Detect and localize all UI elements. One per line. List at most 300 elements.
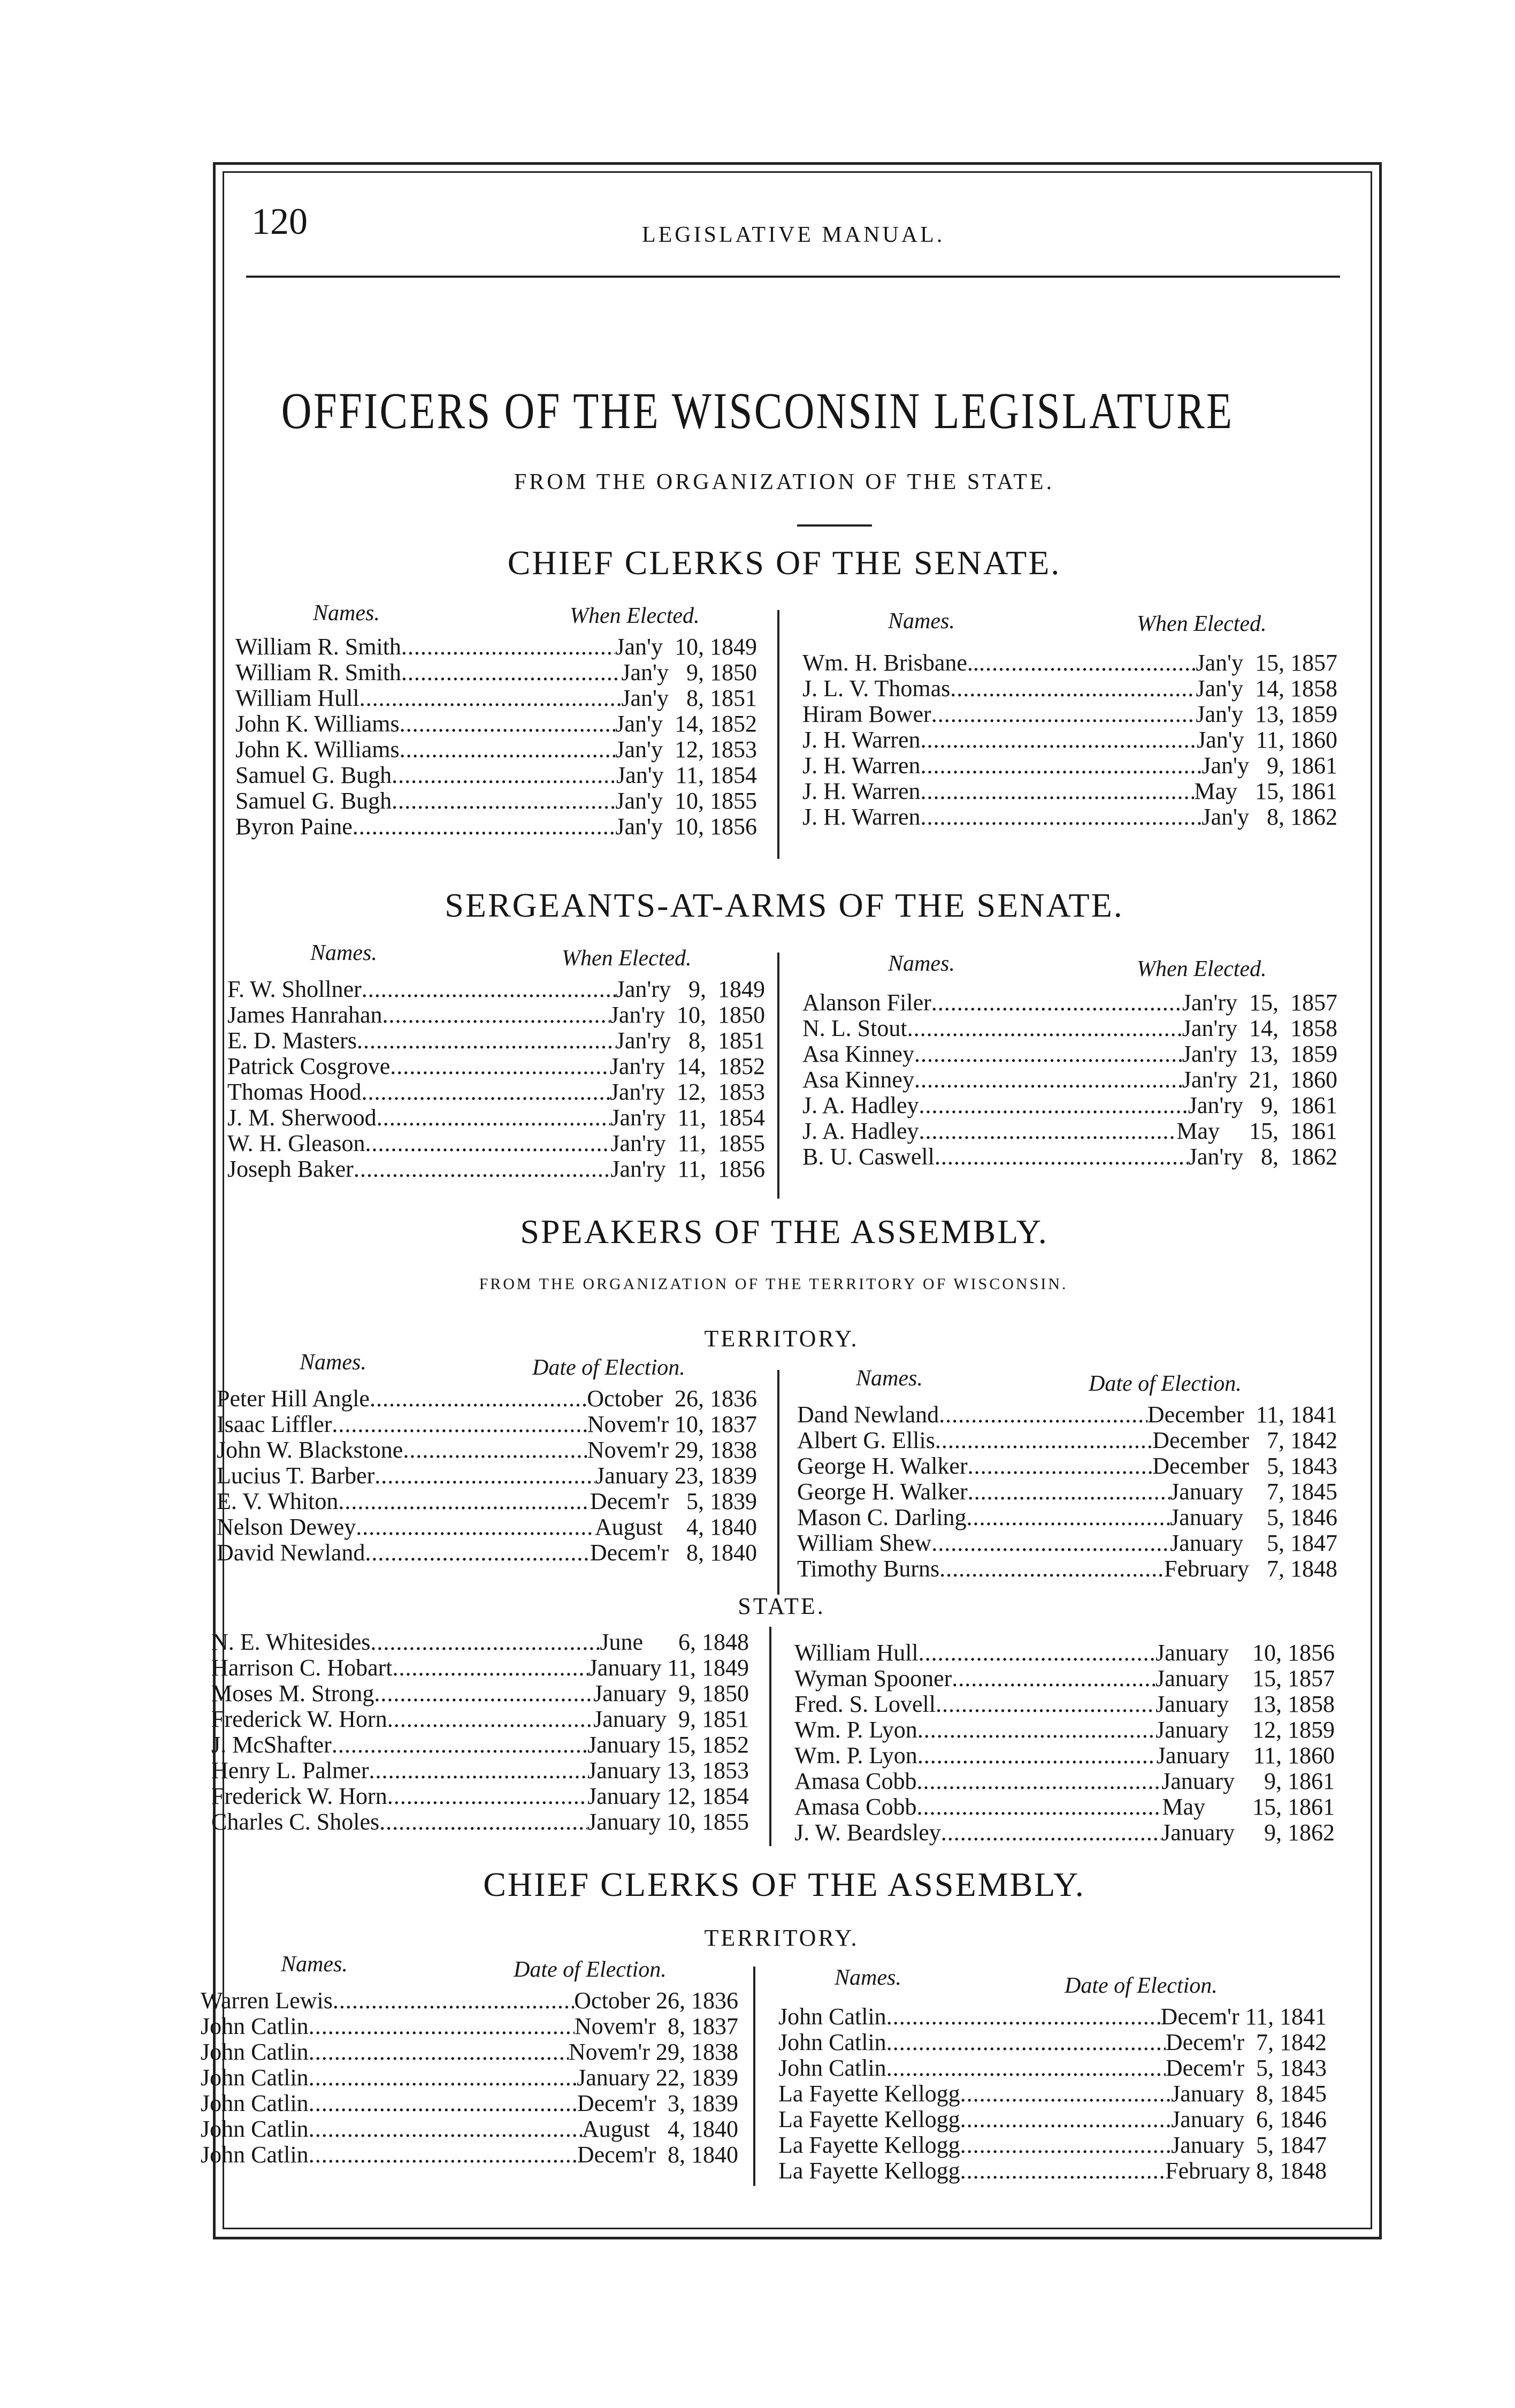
dot-leader [377, 1105, 611, 1131]
election-date: January 15, 1857 [1156, 1665, 1335, 1691]
dot-leader [353, 814, 616, 840]
person-name: Samuel G. Bugh [235, 762, 392, 788]
election-date: Jan'y 14, 1852 [615, 711, 757, 737]
person-name: W. H. Gleason [227, 1130, 365, 1156]
list-row [227, 1079, 765, 1105]
person-name: Alanson Filer [802, 989, 931, 1016]
header-rule [246, 276, 1340, 278]
list-row [794, 1743, 1335, 1769]
dot-leader [967, 1505, 1170, 1530]
election-date: Jan'ry 8, 1862 [1188, 1144, 1337, 1170]
dot-leader [950, 676, 1196, 702]
dot-leader [332, 1732, 587, 1758]
election-date: Jan'ry 14, 1852 [609, 1053, 765, 1079]
list-row [201, 2039, 738, 2065]
list-row [794, 1666, 1335, 1691]
dot-leader [960, 2107, 1171, 2132]
senate-clerks-when-header-left: When Elected. [570, 604, 700, 628]
person-name: J. A. Hadley [802, 1118, 919, 1144]
election-date: Decem'r 8, 1840 [577, 2142, 738, 2168]
person-name: Moses M. Strong [211, 1680, 374, 1706]
list-row [227, 1105, 765, 1131]
election-date: January 6, 1846 [1171, 2106, 1327, 2132]
person-name: John Catlin [778, 2003, 886, 2030]
dot-leader [920, 804, 1202, 830]
election-date: January 5, 1846 [1170, 1504, 1337, 1530]
dot-leader [919, 1093, 1188, 1118]
dot-leader [392, 763, 616, 788]
dot-leader [403, 1437, 587, 1463]
person-name: B. U. Caswell [802, 1144, 935, 1170]
person-name: John K. Williams [235, 711, 400, 737]
person-name: David Newland [217, 1540, 365, 1566]
person-name: Henry L. Palmer [211, 1757, 369, 1784]
election-date: Jan'ry 11, 1855 [610, 1130, 765, 1156]
list-row [802, 727, 1337, 753]
assembly-clerks-territory-label: TERRITORY. [704, 1925, 859, 1951]
speakers-names-header-left: Names. [300, 1350, 366, 1375]
person-name: John Catlin [201, 2090, 309, 2116]
person-name: John Catlin [778, 2029, 886, 2055]
list-row [227, 1156, 765, 1182]
dot-leader [935, 1428, 1152, 1453]
dot-leader [362, 1079, 610, 1105]
list-row [235, 788, 757, 814]
dot-leader [931, 1530, 1170, 1556]
election-date: January 12, 1859 [1156, 1717, 1335, 1743]
dot-leader [354, 1156, 611, 1182]
main-title: OFFICERS OF THE WISCONSIN LEGISLATURE [281, 382, 1234, 439]
election-date: May 15, 1861 [1176, 1118, 1337, 1144]
election-date: May 15, 1861 [1162, 1794, 1335, 1820]
list-row [211, 1706, 749, 1732]
person-name: John Catlin [201, 2064, 309, 2091]
person-name: Asa Kinney [802, 1066, 914, 1093]
list-row [797, 1556, 1337, 1582]
list-row [217, 1514, 757, 1540]
list-row [778, 2158, 1327, 2184]
assembly-clerks-column-rule [753, 1967, 755, 2186]
election-date: January 9, 1861 [1161, 1768, 1335, 1794]
list-row [794, 1794, 1335, 1820]
dot-leader [917, 1769, 1162, 1794]
list-row [797, 1530, 1337, 1556]
dot-leader [393, 1655, 588, 1681]
senate-clerks-names-header-left: Names. [313, 601, 380, 626]
sergeants-list-right [802, 990, 1337, 1170]
list-row [217, 1540, 757, 1566]
election-date: Jan'y 10, 1856 [615, 813, 757, 840]
person-name: La Fayette Kellogg [778, 2081, 960, 2107]
list-row [211, 1732, 749, 1758]
election-date: October 26, 1836 [574, 1987, 738, 2014]
dot-leader [338, 1489, 590, 1514]
dot-leader [960, 2158, 1165, 2184]
list-row [778, 2055, 1327, 2081]
election-date: Jan'y 14, 1858 [1196, 675, 1337, 702]
dot-leader [392, 788, 615, 814]
assembly-clerks-names-header-left: Names. [281, 1952, 348, 1977]
person-name: William R. Smith [235, 634, 401, 660]
person-name: J. McShafter [211, 1732, 332, 1758]
list-row [794, 1691, 1335, 1717]
person-name: Warren Lewis [201, 1987, 333, 2014]
election-date: August 4, 1840 [581, 2116, 738, 2142]
list-row [235, 814, 757, 840]
list-row [201, 2142, 738, 2168]
person-name: Byron Paine [235, 813, 353, 840]
dot-leader [907, 1016, 1182, 1041]
dot-leader [936, 1691, 1156, 1717]
person-name: John W. Blackstone [217, 1437, 403, 1463]
person-name: Nelson Dewey [217, 1514, 356, 1540]
senate-clerks-when-header-right: When Elected. [1137, 612, 1267, 636]
list-row [201, 2065, 738, 2091]
person-name: John Catlin [201, 2116, 309, 2142]
senate-clerks-title: CHIEF CLERKS OF THE SENATE. [507, 544, 1061, 582]
list-row [778, 2081, 1327, 2107]
dot-leader [369, 1758, 587, 1784]
person-name: J. H. Warren [802, 804, 921, 830]
list-row [802, 753, 1337, 779]
list-row [201, 2116, 738, 2142]
person-name: Albert G. Ellis [797, 1427, 935, 1453]
list-row [802, 1093, 1337, 1118]
assembly-clerks-names-header-right: Names. [835, 1965, 901, 1990]
list-row [227, 1002, 765, 1028]
election-date: January 5, 1847 [1170, 1530, 1337, 1556]
sergeants-names-header-right: Names. [888, 951, 955, 976]
dot-leader [359, 685, 622, 711]
election-date: Jan'y 11, 1860 [1197, 727, 1337, 753]
dot-leader [968, 1453, 1153, 1479]
dot-leader [309, 2091, 577, 2116]
list-row [802, 779, 1337, 804]
election-date: December 5, 1843 [1152, 1453, 1337, 1479]
list-row [217, 1386, 757, 1412]
person-name: F. W. Shollner [227, 976, 362, 1002]
person-name: Wm. H. Brisbane.. [802, 650, 979, 676]
election-date: February 8, 1848 [1165, 2158, 1327, 2184]
dot-leader [387, 1784, 587, 1809]
election-date: Novem'r 29, 1838 [587, 1437, 757, 1463]
sergeants-names-header-left: Names. [310, 941, 377, 965]
election-date: Jan'y 8, 1862 [1202, 804, 1337, 830]
election-date: January 9, 1850 [593, 1680, 749, 1706]
list-row [794, 1820, 1335, 1846]
election-date: Jan'y 12, 1853 [615, 736, 757, 763]
person-name: E. V. Whiton [217, 1488, 339, 1514]
assembly-clerks-date-header-left: Date of Election. [514, 1957, 667, 1982]
election-date: October 26, 1836 [587, 1385, 757, 1412]
dot-leader [362, 977, 616, 1002]
dot-leader [939, 1402, 1147, 1428]
list-row [211, 1655, 749, 1681]
list-row [211, 1809, 749, 1835]
election-date: Jan'y 9, 1861 [1202, 752, 1337, 779]
dot-leader [952, 1666, 1156, 1691]
election-date: Decem'r 3, 1839 [577, 2090, 738, 2116]
list-row [802, 702, 1337, 727]
list-row [201, 2091, 738, 2116]
election-date: January 13, 1853 [587, 1757, 749, 1784]
dot-leader [400, 737, 616, 763]
list-row [794, 1769, 1335, 1794]
election-date: January 9, 1851 [593, 1706, 749, 1732]
dot-leader [309, 2039, 569, 2065]
list-row [802, 1118, 1337, 1144]
dot-leader [365, 1540, 590, 1566]
dot-leader [886, 2004, 1161, 2030]
list-row [802, 650, 1337, 676]
dot-leader [374, 1681, 593, 1706]
dot-leader [309, 2142, 577, 2168]
list-row [778, 2030, 1327, 2055]
election-date: Jan'y 15, 1857 [1196, 650, 1337, 676]
dot-leader [919, 1118, 1177, 1144]
election-date: Decem'r 8, 1840 [590, 1540, 757, 1566]
list-row [227, 977, 765, 1002]
election-date: Jan'y 13, 1859 [1196, 701, 1337, 727]
election-date: December 7, 1842 [1152, 1427, 1337, 1453]
election-date: January 12, 1854 [587, 1783, 749, 1809]
list-row [235, 711, 757, 737]
dot-leader [332, 1412, 587, 1437]
dot-leader [917, 1717, 1156, 1743]
running-head: LEGISLATIVE MANUAL. [642, 223, 945, 247]
person-name: N. L. Stout [802, 1015, 907, 1041]
speakers-date-header-right: Date of Election. [1089, 1371, 1242, 1396]
person-name: Harrison C. Hobart [211, 1655, 393, 1681]
dot-leader [960, 2132, 1171, 2158]
dot-leader [356, 1514, 595, 1540]
dot-leader [365, 1131, 610, 1156]
election-date: Decem'r 5, 1839 [590, 1488, 757, 1514]
list-row [778, 2132, 1327, 2158]
person-name: William Hull [794, 1640, 919, 1666]
dot-leader [935, 1144, 1188, 1170]
dot-leader [886, 2055, 1166, 2081]
person-name: William R. Smith [235, 659, 401, 685]
dot-leader [931, 702, 1196, 727]
election-date: January 11, 1860 [1156, 1742, 1335, 1769]
dot-leader [914, 1067, 1182, 1093]
election-date: January 13, 1858 [1156, 1691, 1335, 1717]
dot-leader [920, 727, 1197, 753]
senate-clerks-names-header-right: Names. [888, 609, 955, 634]
list-row [211, 1629, 749, 1655]
speakers-territory-list-left [217, 1386, 757, 1566]
person-name: J. H. Warren [802, 727, 921, 753]
speakers-territory-column-rule [777, 1370, 779, 1595]
election-date: Jan'ry 11, 1856 [610, 1156, 765, 1182]
person-name: Amasa Cobb [794, 1768, 917, 1794]
election-date: May 15, 1861 [1194, 778, 1337, 804]
person-name: J. W. Beardsley [794, 1819, 941, 1846]
dot-leader [886, 2030, 1166, 2055]
list-row [235, 737, 757, 763]
person-name: J. A. Hadley [802, 1092, 919, 1118]
speakers-names-header-right: Names. [856, 1366, 923, 1391]
dot-leader [400, 711, 616, 737]
dot-leader [931, 990, 1182, 1016]
dot-leader [968, 1479, 1170, 1505]
person-name: Charles C. Sholes [211, 1809, 380, 1835]
list-row [235, 660, 757, 685]
speakers-subtitle: FROM THE ORGANIZATION OF THE TERRITORY OF WISCONSIN. [479, 1275, 1068, 1293]
sergeants-title: SERGEANTS-AT-ARMS OF THE SENATE. [445, 886, 1124, 924]
speakers-state-list-left [211, 1629, 749, 1835]
dot-leader [333, 1988, 574, 2014]
page-number: 120 [251, 201, 308, 242]
dot-leader [390, 1054, 609, 1079]
election-date: January 23, 1839 [595, 1462, 757, 1489]
list-row [227, 1054, 765, 1079]
sergeants-column-rule [777, 952, 779, 1199]
list-row [802, 804, 1337, 830]
person-name: John Catlin [201, 2039, 309, 2065]
list-row [778, 2107, 1327, 2132]
sergeants-when-header-right: When Elected. [1137, 957, 1267, 981]
dot-leader [920, 753, 1202, 779]
dot-leader [960, 2081, 1171, 2107]
assembly-clerks-list-left [201, 1988, 738, 2168]
dot-leader [357, 1028, 616, 1054]
list-row [794, 1640, 1335, 1666]
dot-leader [919, 1640, 1156, 1666]
person-name: John Catlin [201, 2013, 309, 2039]
dot-leader [939, 1556, 1164, 1582]
election-date: January 22, 1839 [577, 2064, 738, 2091]
election-date: Novem'r 10, 1837 [587, 1411, 757, 1437]
election-date: June 6, 1848 [600, 1629, 749, 1655]
person-name: Isaac Liffler [217, 1411, 332, 1437]
election-date: December 11, 1841 [1147, 1401, 1337, 1428]
list-row [235, 685, 757, 711]
title-rule [797, 524, 872, 527]
list-row [201, 2014, 738, 2039]
dot-leader [309, 2116, 582, 2142]
person-name: Peter Hill Angle [217, 1385, 370, 1412]
list-row [217, 1412, 757, 1437]
election-date: Jan'y 9, 1850 [621, 659, 757, 685]
main-subtitle: FROM THE ORGANIZATION OF THE STATE. [514, 470, 1055, 494]
dot-leader [309, 2014, 575, 2039]
list-row [802, 676, 1337, 702]
person-name: Frederick W. Horn [211, 1783, 387, 1809]
list-row [797, 1428, 1337, 1453]
person-name: George H. Walker [797, 1453, 968, 1479]
person-name: Mason C. Darling [797, 1504, 967, 1530]
person-name: Patrick Cosgrove [227, 1053, 391, 1079]
list-row [235, 634, 757, 660]
list-row [217, 1463, 757, 1489]
list-row [797, 1505, 1337, 1530]
person-name: Frederick W. Horn [211, 1706, 387, 1732]
election-date: Jan'ry 11, 1854 [610, 1104, 765, 1131]
person-name: Lucius T. Barber [217, 1462, 375, 1489]
senate-clerks-list-left [235, 634, 757, 840]
election-date: Jan'ry 21, 1860 [1182, 1066, 1337, 1093]
person-name: Asa Kinney [802, 1041, 914, 1067]
list-row [211, 1758, 749, 1784]
election-date: Jan'ry 9, 1849 [615, 976, 765, 1002]
list-row [802, 1067, 1337, 1093]
election-date: February 7, 1848 [1164, 1556, 1337, 1582]
election-date: Decem'r 11, 1841 [1160, 2003, 1327, 2030]
person-name: J. M. Sherwood [227, 1104, 377, 1131]
list-row [235, 763, 757, 788]
dot-leader [374, 1463, 595, 1489]
election-date: Jan'y 10, 1855 [615, 788, 757, 814]
assembly-clerks-list-right [778, 2004, 1327, 2184]
election-date: Jan'y 10, 1849 [615, 634, 757, 660]
person-name: J. H. Warren [802, 778, 921, 804]
election-date: Decem'r 7, 1842 [1165, 2029, 1327, 2055]
election-date: Jan'ry 13, 1859 [1182, 1041, 1337, 1067]
person-name: Timothy Burns [797, 1556, 940, 1582]
election-date: Jan'ry 12, 1853 [609, 1079, 765, 1105]
election-date: January 5, 1847 [1171, 2132, 1327, 2158]
list-row [797, 1402, 1337, 1428]
election-date: Jan'ry 10, 1850 [609, 1002, 765, 1028]
person-name: La Fayette Kellogg [778, 2158, 960, 2184]
person-name: Hiram Bower [802, 701, 931, 727]
person-name: Thomas Hood [227, 1079, 362, 1105]
list-row [211, 1784, 749, 1809]
person-name: Samuel G. Bugh [235, 788, 392, 814]
election-date: Jan'ry 8, 1851 [615, 1027, 765, 1054]
person-name: George H. Walker [797, 1479, 968, 1505]
list-row [802, 990, 1337, 1016]
person-name: La Fayette Kellogg [778, 2132, 960, 2158]
dot-leader [370, 1386, 587, 1412]
election-date: Decem'r 5, 1843 [1165, 2055, 1327, 2081]
sergeants-list-left [227, 977, 765, 1182]
election-date: January 15, 1852 [587, 1732, 749, 1758]
election-date: Novem'r 8, 1837 [574, 2013, 738, 2039]
speakers-title: SPEAKERS OF THE ASSEMBLY. [520, 1213, 1049, 1251]
dot-leader [309, 2065, 577, 2091]
election-date: January 10, 1855 [587, 1809, 749, 1835]
person-name: John K. Williams [235, 736, 400, 763]
election-date: Jan'y 11, 1854 [616, 762, 757, 788]
person-name: John Catlin [778, 2055, 886, 2081]
dot-leader [382, 1002, 610, 1028]
person-name: Wm. P. Lyon [794, 1717, 917, 1743]
election-date: January 10, 1856 [1156, 1640, 1335, 1666]
person-name: Wm. P. Lyon [794, 1742, 917, 1769]
person-name: Joseph Baker [227, 1156, 354, 1182]
dot-leader [370, 1629, 600, 1655]
election-date: Jan'ry 9, 1861 [1188, 1092, 1337, 1118]
list-row [227, 1028, 765, 1054]
person-name: La Fayette Kellogg [778, 2106, 960, 2132]
dot-leader [979, 650, 1196, 676]
dot-leader [379, 1809, 587, 1835]
sergeants-when-header-left: When Elected. [562, 946, 692, 971]
speakers-state-list-right [794, 1640, 1335, 1846]
person-name: Fred. S. Lovell [794, 1691, 936, 1717]
person-name: John Catlin [201, 2142, 309, 2168]
dot-leader [401, 634, 615, 660]
person-name: Dand Newland [797, 1401, 939, 1428]
list-row [217, 1437, 757, 1463]
speakers-territory-list-right [797, 1402, 1337, 1582]
list-row [797, 1479, 1337, 1505]
assembly-clerks-title: CHIEF CLERKS OF THE ASSEMBLY. [483, 1865, 1085, 1903]
speakers-territory-label: TERRITORY. [704, 1325, 859, 1352]
